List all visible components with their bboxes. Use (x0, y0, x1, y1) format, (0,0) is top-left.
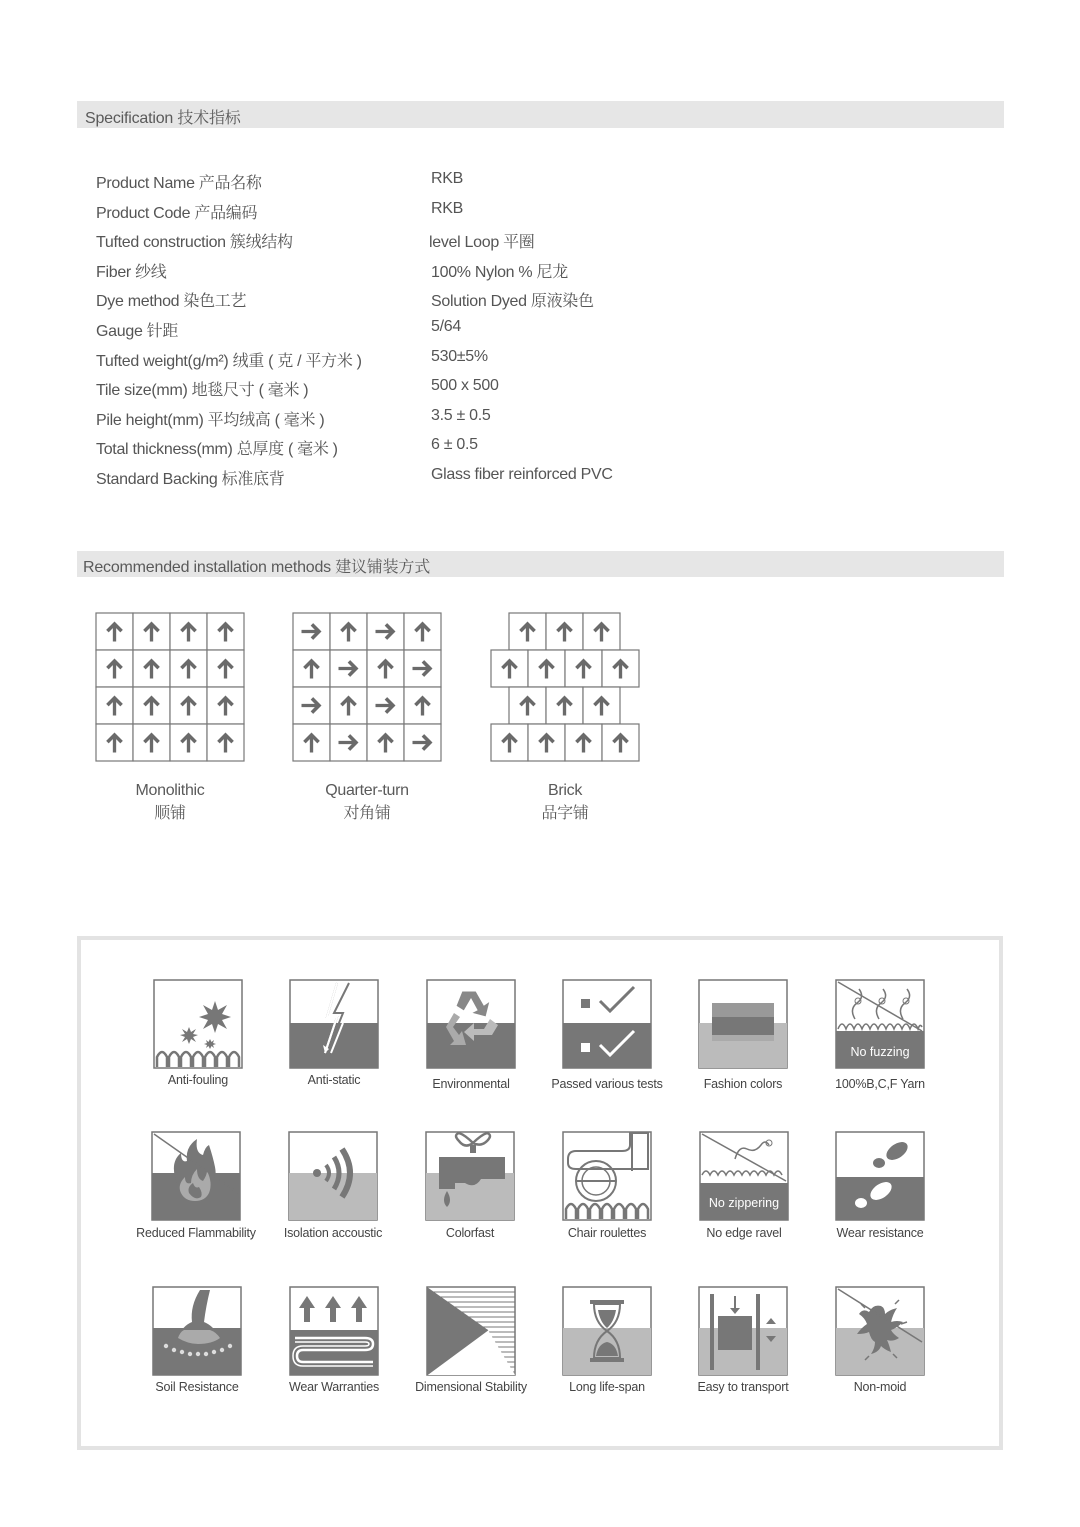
install-section-header (77, 551, 1004, 577)
spec-label: Product Code 产品编码 (96, 204, 258, 222)
spec-label: Pile height(mm) 平均绒高 ( 毫米 ) (96, 411, 325, 429)
feature-soil-resistance (122, 1286, 272, 1394)
spec-row (96, 375, 796, 405)
feature-fashion-colors (668, 979, 818, 1091)
spec-row (96, 434, 796, 464)
spec-value: RKB (431, 170, 463, 187)
spec-value: 500 x 500 (431, 377, 499, 395)
no-fuzzing-icon (835, 979, 925, 1071)
spec-label: Dye method 染色工艺 (96, 293, 247, 311)
feature-flammability (121, 1131, 271, 1240)
feature-label: Wear Warranties (288, 1380, 380, 1394)
spec-row (96, 168, 796, 198)
spec-row (96, 405, 796, 435)
spec-row (96, 346, 796, 376)
feature-label: Chair roulettes (567, 1226, 647, 1240)
feature-anti-static (259, 979, 409, 1087)
transport-icon (698, 1286, 788, 1378)
flame-icon (151, 1131, 241, 1223)
spec-row (96, 257, 796, 287)
spec-value: level Loop 平圈 (429, 234, 535, 252)
method-label (292, 779, 442, 825)
feature-label: Reduced Flammability (136, 1226, 256, 1240)
feature-label: Anti-static (307, 1073, 361, 1087)
feature-label: Anti-fouling (167, 1073, 229, 1087)
method-name: Brick (547, 782, 583, 799)
spec-row (96, 227, 796, 257)
feature-label: Fashion colors (703, 1077, 783, 1091)
wear-warranty-icon (289, 1286, 379, 1378)
no-zippering-icon (699, 1131, 789, 1223)
spec-section-header (77, 101, 1004, 128)
method-name-cn: 顺铺 (154, 805, 186, 822)
spec-value: 100% Nylon % 尼龙 (431, 263, 568, 281)
recycle-icon (426, 979, 516, 1071)
feature-dimensional-stability (396, 1286, 546, 1394)
faucet-icon (425, 1131, 515, 1223)
spec-label: Tile size(mm) 地毯尺寸 ( 毫米 ) (96, 382, 309, 400)
spec-label: Fiber 纱线 (96, 263, 167, 281)
sound-wave-icon (288, 1131, 378, 1223)
no-fuzzing-text: No fuzzing (850, 1045, 910, 1059)
spec-table (96, 168, 796, 494)
spec-row (96, 464, 796, 494)
feature-non-mold (805, 1286, 955, 1394)
spec-label: Gauge 针距 (96, 322, 179, 340)
spec-section-title: Specification 技术指标 (85, 110, 241, 127)
spec-label: Tufted construction 簇绒结构 (96, 234, 293, 252)
feature-anti-fouling (123, 979, 273, 1087)
feature-label: Easy to transport (697, 1380, 789, 1394)
feature-label: Dimensional Stability (415, 1380, 527, 1394)
feature-yarn (805, 979, 955, 1091)
quarter-turn-diagram (292, 612, 442, 762)
feature-label: Long life-span (569, 1380, 645, 1394)
method-name-cn: 品字铺 (541, 805, 589, 822)
feature-label: Isolation accoustic (283, 1226, 383, 1240)
spec-value: 5/64 (431, 317, 461, 335)
feature-wear-resistance (805, 1131, 955, 1240)
feature-label: Wear resistance (836, 1226, 924, 1240)
brick-diagram (490, 612, 640, 762)
spec-label: Product Name 产品名称 (96, 175, 262, 192)
non-mold-icon (835, 1286, 925, 1378)
footprints-icon (835, 1131, 925, 1223)
feature-label: Environmental (432, 1077, 510, 1091)
spec-row (96, 286, 796, 316)
anti-fouling-icon (153, 979, 243, 1071)
spec-value: RKB (431, 199, 463, 217)
install-section-title: Recommended installation methods 建议铺装方式 (83, 559, 431, 576)
method-label (490, 779, 640, 825)
feature-wear-warranties (259, 1286, 409, 1394)
feature-label: 100%B,C,F Yarn (835, 1077, 925, 1091)
spec-label: Standard Backing 标准底背 (96, 470, 285, 488)
feature-label: Passed various tests (551, 1077, 663, 1091)
method-name: Quarter-turn (325, 782, 409, 799)
method-name: Monolithic (135, 782, 205, 799)
feature-label: No edge ravel (706, 1226, 782, 1240)
soil-resistance-icon (152, 1286, 242, 1378)
feature-easy-transport (668, 1286, 818, 1394)
feature-environmental (396, 979, 546, 1091)
monolithic-diagram (95, 612, 245, 762)
hourglass-icon (562, 1286, 652, 1378)
method-name-cn: 对角铺 (343, 805, 391, 822)
checkmark-icon (562, 979, 652, 1071)
feature-label: Soil Resistance (155, 1380, 239, 1394)
feature-label: Colorfast (445, 1226, 495, 1240)
feature-edge-ravel (669, 1131, 819, 1240)
feature-chair-roulettes (532, 1131, 682, 1240)
dimensional-stability-icon (426, 1286, 516, 1378)
spec-value: Solution Dyed 原液染色 (431, 293, 594, 311)
chair-wheel-icon (562, 1131, 652, 1223)
spec-row (96, 316, 796, 346)
anti-static-icon (289, 979, 379, 1071)
color-stripes-icon (698, 979, 788, 1071)
spec-value: 530±5% (431, 347, 488, 365)
spec-value: 3.5 ± 0.5 (431, 406, 491, 424)
spec-value: Glass fiber reinforced PVC (431, 465, 613, 483)
feature-label: Non-moid (853, 1380, 907, 1394)
method-label (95, 779, 245, 825)
spec-row (96, 198, 796, 228)
feature-colorfast (395, 1131, 545, 1240)
feature-acoustic (258, 1131, 408, 1240)
spec-label: Total thickness(mm) 总厚度 ( 毫米 ) (96, 441, 338, 459)
feature-passed-tests (532, 979, 682, 1091)
feature-long-life-span (532, 1286, 682, 1394)
spec-value: 6 ± 0.5 (431, 436, 478, 454)
no-zippering-text: No zippering (708, 1196, 780, 1210)
spec-label: Tufted weight(g/m²) 绒重 ( 克 / 平方米 ) (96, 352, 362, 370)
